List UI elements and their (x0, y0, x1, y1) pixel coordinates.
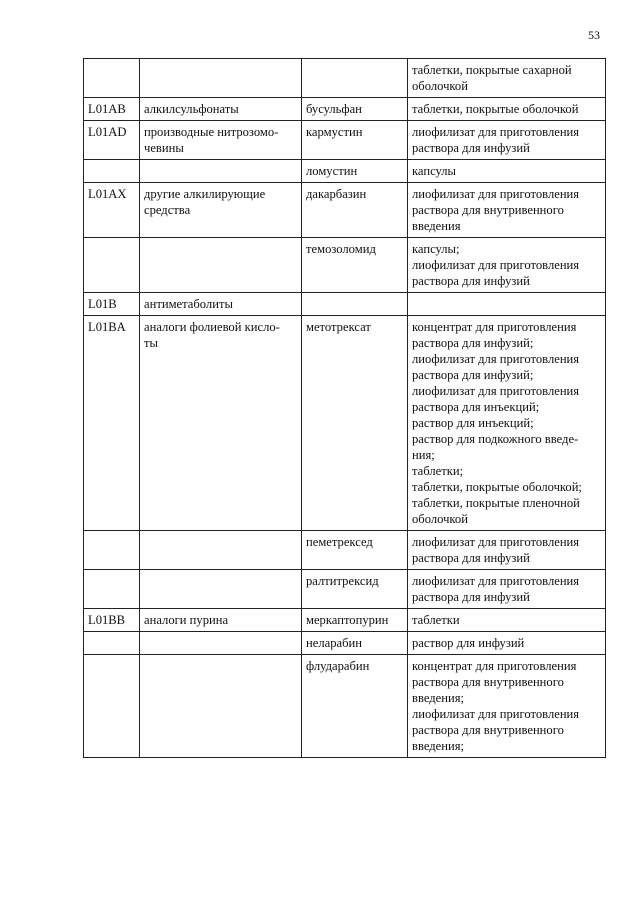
table-row (84, 293, 606, 316)
table-row (84, 632, 606, 655)
group-name-cell: аналоги фолиевой кисло- ты (140, 316, 302, 531)
table-row (84, 160, 606, 183)
dosage-form-cell: лиофилизат для приготовления раствора для внутривенного введения (408, 183, 606, 238)
dosage-form-cell: капсулы (408, 160, 606, 183)
atc-code-cell: L01B (84, 293, 140, 316)
dosage-form-cell: таблетки, покрытые оболочкой (408, 98, 606, 121)
atc-code-cell (84, 531, 140, 570)
dosage-form-cell: лиофилизат для приготовления раствора для инфузий (408, 121, 606, 160)
table-row (84, 655, 606, 758)
atc-code-cell: L01AD (84, 121, 140, 160)
table-row (84, 121, 606, 160)
dosage-form-cell (408, 293, 606, 316)
dosage-form-cell: концентрат для приготовления раствора для инфузий; лиофилизат для приготовления раствора для инфузий; лиофилизат для приготовления раствора для инъекций; раствор для инъекций; раствор для подкожного введе- ния; таблетки; таблетки, покрытые оболочкой; таблетки, покрытые пленочной оболочкой (408, 316, 606, 531)
group-name-cell: другие алкилирующие средства (140, 183, 302, 238)
dosage-form-cell: таблетки (408, 609, 606, 632)
group-name-cell (140, 59, 302, 98)
group-name-cell: алкилсульфонаты (140, 98, 302, 121)
dosage-form-cell: лиофилизат для приготовления раствора для инфузий (408, 531, 606, 570)
table-row (84, 570, 606, 609)
atc-code-cell: L01AB (84, 98, 140, 121)
atc-code-cell: L01AX (84, 183, 140, 238)
atc-code-cell (84, 632, 140, 655)
table-row (84, 531, 606, 570)
drug-name-cell: пеметрексед (302, 531, 408, 570)
table-row (84, 183, 606, 238)
dosage-form-cell: лиофилизат для приготовления раствора для инфузий (408, 570, 606, 609)
drug-name-cell (302, 59, 408, 98)
drug-table (83, 58, 606, 758)
drug-name-cell: дакарбазин (302, 183, 408, 238)
table-body (84, 59, 606, 758)
table-row (84, 59, 606, 98)
drug-name-cell: ралтитрексид (302, 570, 408, 609)
dosage-form-cell: раствор для инфузий (408, 632, 606, 655)
dosage-form-cell: концентрат для приготовления раствора для внутривенного введения; лиофилизат для приготовления раствора для внутривенного введения; (408, 655, 606, 758)
drug-name-cell: неларабин (302, 632, 408, 655)
atc-code-cell: L01BB (84, 609, 140, 632)
table-row (84, 609, 606, 632)
atc-code-cell (84, 59, 140, 98)
drug-name-cell: флударабин (302, 655, 408, 758)
group-name-cell (140, 238, 302, 293)
table-row (84, 98, 606, 121)
drug-name-cell: метотрексат (302, 316, 408, 531)
atc-code-cell (84, 655, 140, 758)
group-name-cell (140, 570, 302, 609)
drug-name-cell: меркаптопурин (302, 609, 408, 632)
atc-code-cell (84, 160, 140, 183)
page-number: 53 (588, 28, 600, 42)
group-name-cell (140, 632, 302, 655)
dosage-form-cell: таблетки, покрытые сахарной оболочкой (408, 59, 606, 98)
table-row (84, 316, 606, 531)
group-name-cell (140, 531, 302, 570)
group-name-cell: антиметаболиты (140, 293, 302, 316)
dosage-form-cell: капсулы; лиофилизат для приготовления раствора для инфузий (408, 238, 606, 293)
drug-name-cell: ломустин (302, 160, 408, 183)
group-name-cell: аналоги пурина (140, 609, 302, 632)
atc-code-cell (84, 238, 140, 293)
group-name-cell (140, 655, 302, 758)
group-name-cell: производные нитрозомо- чевины (140, 121, 302, 160)
drug-name-cell: бусульфан (302, 98, 408, 121)
drug-name-cell (302, 293, 408, 316)
drug-name-cell: кармустин (302, 121, 408, 160)
drug-name-cell: темозоломид (302, 238, 408, 293)
table-row (84, 238, 606, 293)
atc-code-cell (84, 570, 140, 609)
atc-code-cell: L01BA (84, 316, 140, 531)
group-name-cell (140, 160, 302, 183)
